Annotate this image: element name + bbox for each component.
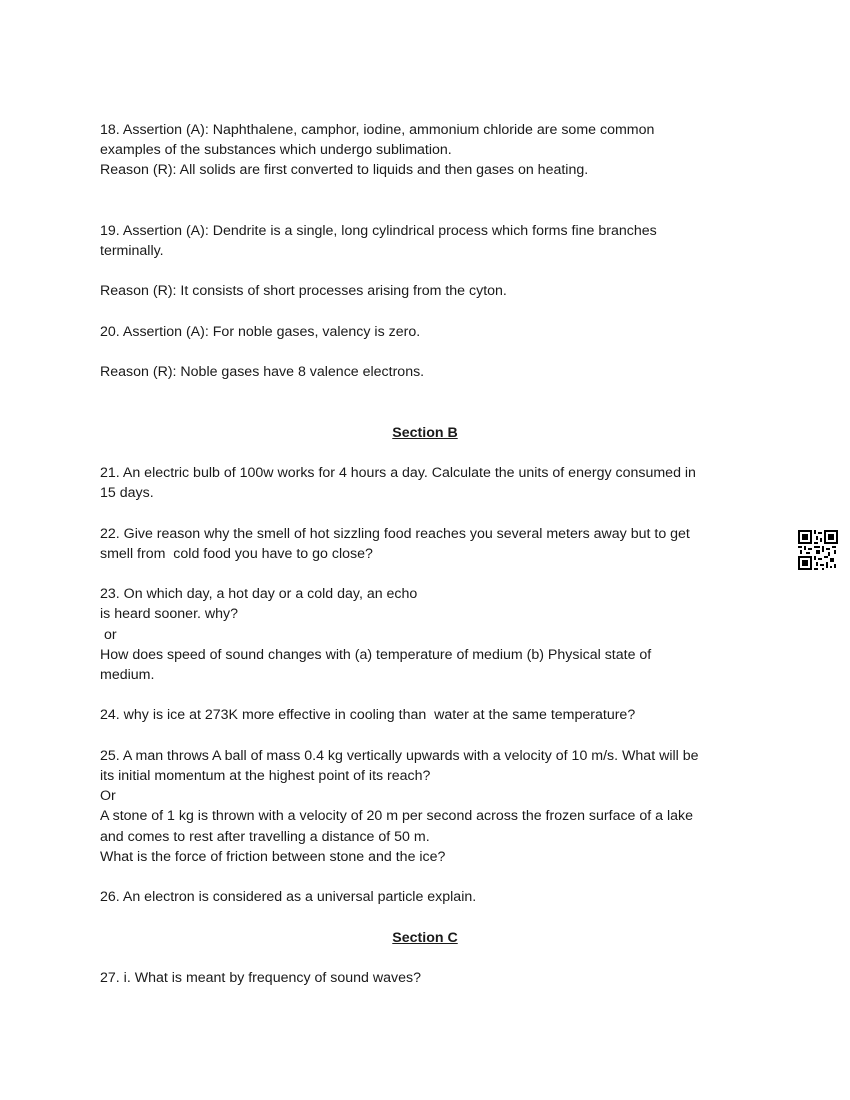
q20-line-1: 20. Assertion (A): For noble gases, valency is zero. (100, 324, 421, 340)
q21-line-2: 15 days. (100, 485, 154, 501)
q23-line-4: How does speed of sound changes with (a) temperature of medium (b) Physical state of (100, 647, 652, 663)
q27-line-1: 27. i. What is meant by frequency of sound waves? (100, 970, 421, 986)
q25-line-5: and comes to rest after travelling a distance of 50 m. (100, 829, 430, 845)
q24-line-1: 24. why is ice at 273K more effective in cooling than water at the same temperature? (100, 707, 636, 723)
q18-line-1: 18. Assertion (A): Naphthalene, camphor, iodine, ammonium chloride are some common (100, 122, 655, 138)
q19-line-3: Reason (R): It consists of short processes arising from the cyton. (100, 283, 507, 299)
q20-line-2: Reason (R): Noble gases have 8 valence electrons. (100, 364, 425, 380)
q25-line-4: A stone of 1 kg is thrown with a velocity of 20 m per second across the frozen surface of a lake (100, 808, 694, 824)
q22-line-1: 22. Give reason why the smell of hot sizzling food reaches you several meters away but to get (100, 526, 690, 542)
q23-line-1: 23. On which day, a hot day or a cold day, an echo (100, 586, 418, 602)
q23-or: or (100, 627, 117, 643)
q19-line-2: terminally. (100, 243, 164, 259)
q19-line-1: 19. Assertion (A): Dendrite is a single, long cylindrical process which forms fine branches (100, 223, 657, 239)
section-c-heading: Section C (392, 930, 458, 946)
q18-line-2: examples of the substances which undergo sublimation. (100, 142, 452, 158)
q22-line-2: smell from cold food you have to go close? (100, 546, 373, 562)
q25-line-6: What is the force of friction between stone and the ice? (100, 849, 446, 865)
q25-line-2: its initial momentum at the highest point of its reach? (100, 768, 431, 784)
q25-or: Or (100, 788, 116, 804)
q21-line-1: 21. An electric bulb of 100w works for 4 hours a day. Calculate the units of energy consumed in (100, 465, 696, 481)
section-b-heading: Section B (392, 425, 458, 441)
q25-line-1: 25. A man throws A ball of mass 0.4 kg vertically upwards with a velocity of 10 m/s. What will be (100, 748, 699, 764)
q23-line-2: is heard sooner. why? (100, 606, 239, 622)
q26-line-1: 26. An electron is considered as a universal particle explain. (100, 889, 477, 905)
q23-line-5: medium. (100, 667, 155, 683)
qr-code-icon (798, 530, 838, 570)
q18-line-3: Reason (R): All solids are first converted to liquids and then gases on heating. (100, 162, 589, 178)
